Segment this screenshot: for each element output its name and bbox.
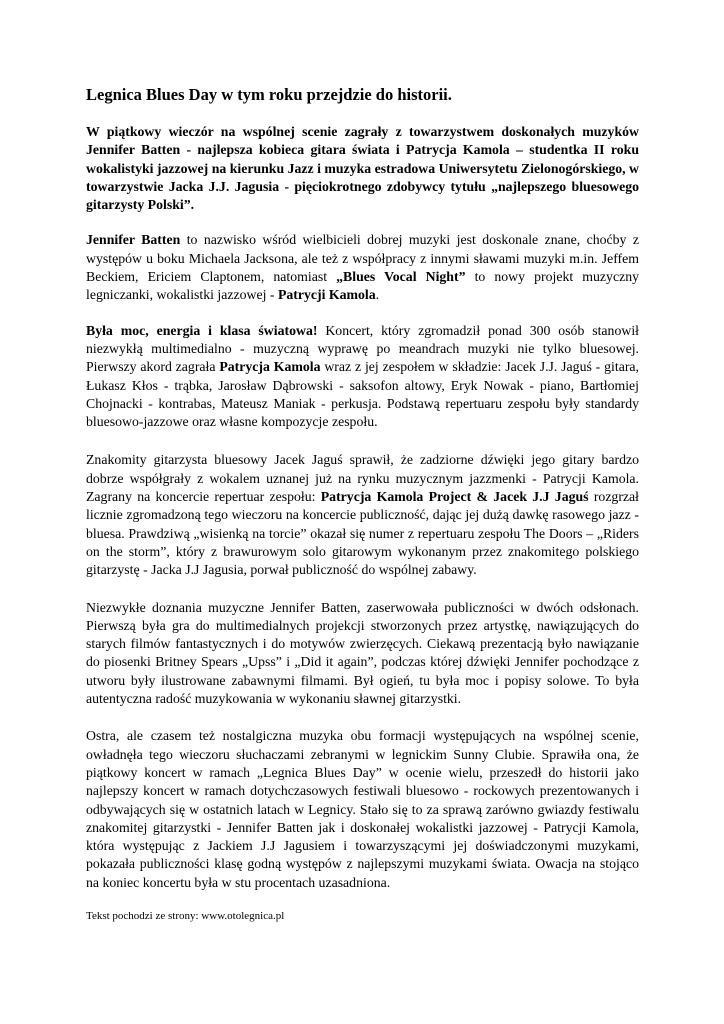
body-text: wraz z jej zespołem w składzie: Jacek J.J. Jaguś - gitara, Łukasz Kłos - trąbka, Jarosław Dąbrowski - saksofon altowy, Eryk Nowak - piano, Bartłomiej Chojnacki - kontrabas, Mateusz Maniak - perkusja. Podstawą repertuaru zespołu były standardy bluesowo-jazzowe oraz własne kompozycje zespołu. bbox=[86, 359, 639, 430]
body-text: Koncert, który zgromadził ponad 300 osób stanowił niezwykłą multimedialno - muzyczną wyprawę po meandrach muzyki nie tylko bluesowej. Pierwszy akord zagrała bbox=[86, 322, 639, 375]
body-text: . bbox=[375, 287, 380, 303]
paragraph-summary: Ostra, ale czasem też nostalgiczna muzyka obu formacji występujących na wspólnej scenie, owładnęła tego wieczoru słuchaczami zebranymi w legnickim Sunny Clubie. Sprawiła ona, że piątkowy koncert w ramach „Legnica Blues Day” w ocenie wielu, przeszedł do historii jako najlepszy koncert w ramach dotychczasowych festiwali bluesowo - rockowych prezentowanych i odbywających się w ostatnich latach w Legnicy. Stało się to za sprawą zarówno gwiazdy festiwalu znakomitej gitarzystki - Jennifer Batten jak i doskonałej wokalistki jazzowej - Patrycji Kamola, która występując z Jackiem J.J Jagusiem i towarzyszącymi jej doświadczonymi muzykami, pokazała publiczności klasę godną występów z najlepszymi muzykami świata. Owacja na stojąco na koniec koncertu była w stu procentach uzasadniona. bbox=[86, 728, 639, 890]
bold-text: Patrycja Kamola bbox=[219, 359, 321, 375]
bold-text: Patrycja Kamola Project & Jacek J.J Jaguś bbox=[320, 489, 589, 505]
body-text: to nazwisko wśród wielbicieli dobrej muzyki jest doskonale znane, choćby z występów u boku Michaela Jacksona, ale też z współpracy z innymi sławami muzyki m.in. Jeffem Beckiem, Ericiem Claptonem, natomiast bbox=[86, 232, 639, 285]
bold-text: „Blues Vocal Night” bbox=[336, 269, 466, 285]
bold-text: Jennifer Batten bbox=[86, 232, 181, 248]
body-text: to nowy projekt muzyczny legniczanki, wokalistki jazzowej - bbox=[86, 269, 639, 303]
lead-paragraph: W piątkowy wieczór na wspólnej scenie zagrały z towarzystwem doskonałych muzyków Jennifer Batten - najlepsza kobieca gitara świata i Patrycja Kamola – studentka II roku wokalistyki jazzowej na kierunku Jazz i muzyka estradowa Uniwersytetu Zielonogórskiego, w towarzystwie Jacka J.J. Jagusia - pięciokrotnego zdobywcy tytułu „najlepszego bluesowego gitarzysty Polski”. bbox=[86, 124, 640, 213]
bold-text: Patrycji Kamola bbox=[277, 287, 376, 303]
body-text: rozgrzał licznie zgromadzoną tego wieczoru na koncercie publiczność, dając jej dużą dawkę rasowego jazz - bluesa. Prawdziwą „wisienką na torcie” okazał się numer z repertuaru zespołu The Doors – „Riders on the storm”, który z brawurowym solo gitarowym wykonanym przez znakomitego polskiego gitarzystę - Jacka J.J Jagusia, porwał publiczność do wspólnej zabawy. bbox=[86, 489, 640, 578]
paragraph-concert bbox=[86, 322, 639, 432]
document-page bbox=[86, 84, 639, 923]
paragraph-jagus bbox=[86, 451, 639, 579]
article-title: Legnica Blues Day w tym roku przejdzie do historii. bbox=[86, 85, 452, 104]
paragraph-batten-show: Niezwykłe doznania muzyczne Jennifer Batten, zaserwowała publiczności w dwóch odsłonach. Pierwszą była gra do multimedialnych projekcji stworzonych przez artystkę, nawiązujących do starych filmów fantastycznych i do motywów zwierzęcych. Ciekawą prezentacją było nawiązanie do piosenki Britney Spears „Upss” i „Did it again”, podczas której dźwięki Jennifer pochodzące z utworu były ilustrowane zabawnymi filmami. Był ogień, tu była moc i popisy solowe. To była autentyczna radość muzykowania w wykonaniu sławnej gitarzystki. bbox=[86, 599, 639, 707]
body-text: Znakomity gitarzysta bluesowy Jacek Jaguś sprawił, że zadziorne dźwięki jego gitary bardzo dobrze współgrały z wokalem uznanej już na rynku muzycznym jazzmenki - Patrycji Kamola. Zagrany na koncercie repertuar zespołu: bbox=[86, 452, 639, 505]
paragraph-batten bbox=[86, 231, 639, 304]
source-note: Tekst pochodzi ze strony: www.otolegnica.pl bbox=[86, 909, 285, 922]
bold-text: Była moc, energia i klasa światowa! bbox=[86, 322, 318, 338]
